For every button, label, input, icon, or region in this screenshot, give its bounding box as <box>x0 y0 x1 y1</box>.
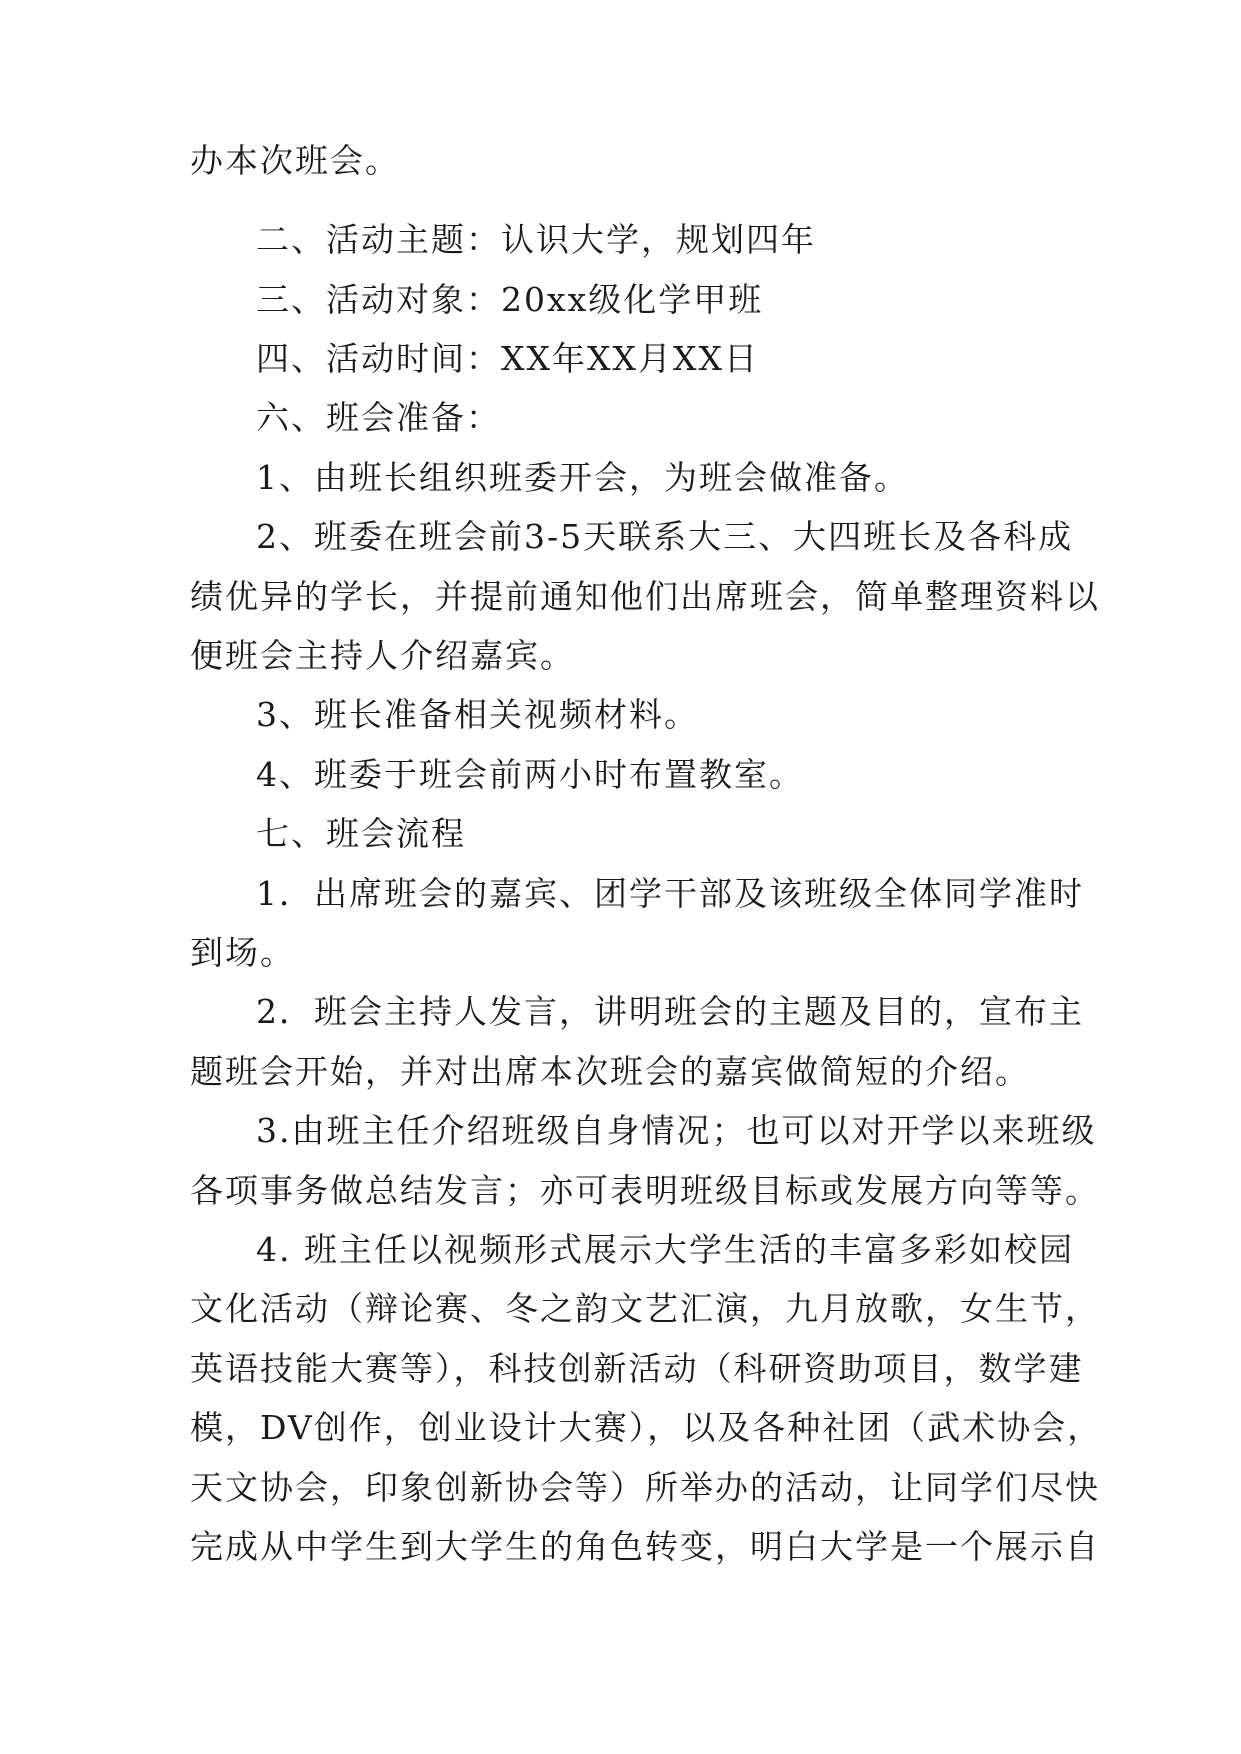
text-line: 1、由班长组织班委开会，为班会做准备。 <box>256 458 909 497</box>
text-line: 4、班委于班会前两小时布置教室。 <box>256 755 804 794</box>
text-line: 到场。 <box>190 933 295 972</box>
text-line: 办本次班会。 <box>190 141 400 180</box>
text-line: 天文协会，印象创新协会等）所举办的活动，让同学们尽快 <box>190 1468 1100 1507</box>
text-line: 4. 班主任以视频形式展示大学生活的丰富多彩如校园 <box>256 1230 1074 1269</box>
text-line: 题班会开始，并对出席本次班会的嘉宾做简短的介绍。 <box>190 1052 1030 1091</box>
text-line: 英语技能大赛等），科技创新活动（科研资助项目，数学建 <box>190 1349 1084 1388</box>
section-heading: 二、活动主题：认识大学，规划四年 <box>256 220 816 259</box>
section-heading: 三、活动对象：20xx级化学甲班 <box>256 280 764 319</box>
text-line: 文化活动（辩论赛、冬之韵文艺汇演，九月放歌，女生节， <box>190 1289 1100 1328</box>
text-line: 3.由班主任介绍班级自身情况；也可以对开学以来班级 <box>256 1111 1097 1150</box>
text-line: 模，DV创作，创业设计大赛），以及各种社团（武术协会， <box>190 1408 1103 1447</box>
section-heading: 四、活动时间：XX年XX月XX日 <box>256 339 759 378</box>
text-line: 2、班委在班会前3-5天联系大三、大四班长及各科成 <box>256 517 1074 556</box>
text-line: 1．出席班会的嘉宾、团学干部及该班级全体同学准时 <box>256 874 1084 913</box>
text-line: 绩优异的学长，并提前通知他们出席班会，简单整理资料以 <box>190 577 1100 616</box>
text-line: 2．班会主持人发言，讲明班会的主题及目的，宣布主 <box>256 992 1084 1031</box>
section-heading: 七、班会流程 <box>256 814 466 853</box>
text-line: 便班会主持人介绍嘉宾。 <box>190 636 575 675</box>
text-line: 完成从中学生到大学生的角色转变，明白大学是一个展示自 <box>190 1527 1100 1566</box>
text-line: 3、班长准备相关视频材料。 <box>256 695 699 734</box>
section-heading: 六、班会准备： <box>256 398 501 437</box>
text-line: 各项事务做总结发言；亦可表明班级目标或发展方向等等。 <box>190 1171 1100 1210</box>
